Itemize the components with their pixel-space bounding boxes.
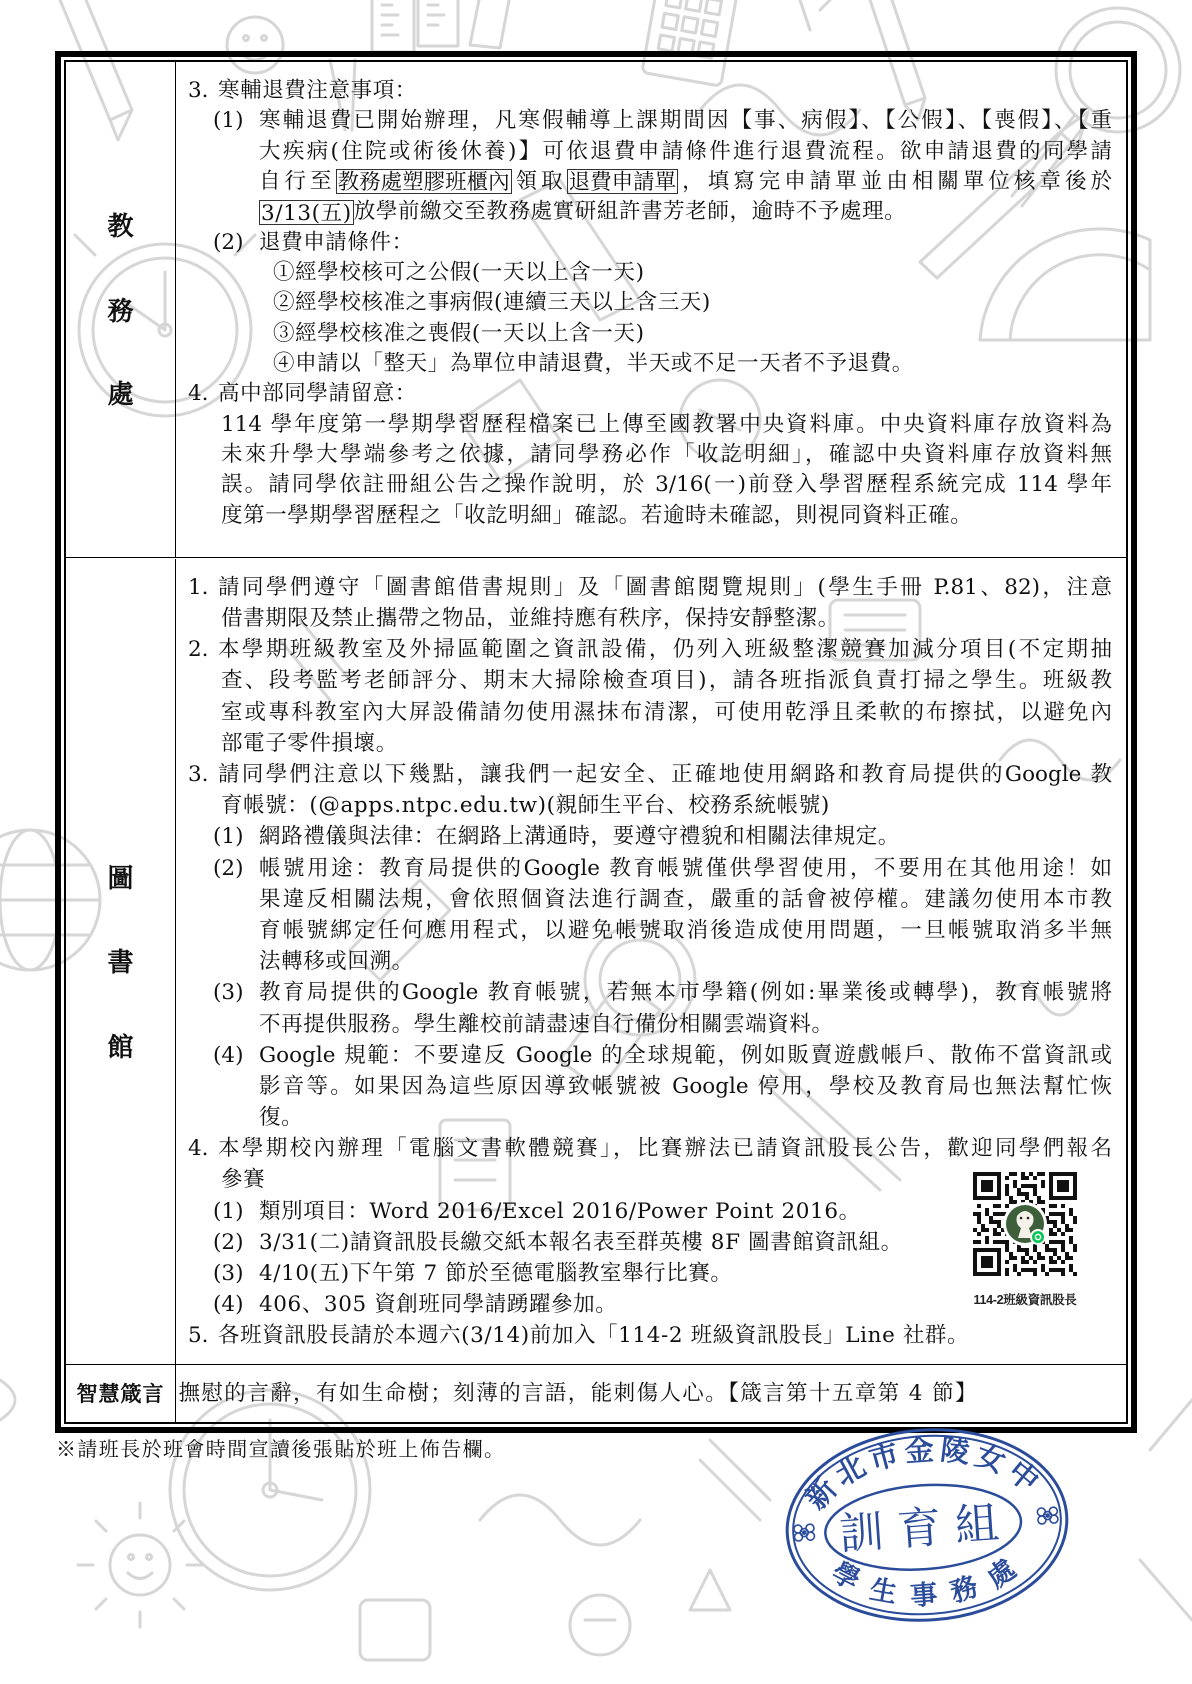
continuation-line xyxy=(177,501,1113,531)
stamp-bottom-text: 學生事務處 xyxy=(826,1544,1035,1613)
line-text: 寒輔退費已開始辦理，凡寒假輔導上課期間因【事、病假】、【公假】、【喪假】、【重 xyxy=(259,108,1112,134)
item-number: 1. xyxy=(188,574,209,600)
section-label-char: 處 xyxy=(107,380,134,410)
line-text: 4/10(五)下午第 7 節於至德電腦教室舉行比賽。 xyxy=(259,1261,733,1287)
line-text: 各班資訊股長請於本週六(3/14)前加入「114-2 班級資訊股長」Line 社群。 xyxy=(218,1323,970,1349)
line-text: 網路禮儀與法律：在網路上溝通時，要遵守禮貌和相關法律規定。 xyxy=(259,824,900,850)
condition-item xyxy=(177,288,1113,318)
line-text-segment: 領取 xyxy=(511,168,567,194)
continuation-line xyxy=(177,697,1113,728)
continuation-line xyxy=(177,790,1113,821)
announcement-table-inner xyxy=(64,60,1128,1424)
list-item xyxy=(177,759,1113,790)
continuation-line xyxy=(177,884,1113,915)
section-library xyxy=(66,559,1126,1365)
sub-item xyxy=(177,977,1113,1008)
section-label-char: 館 xyxy=(107,1032,134,1063)
item-number: 5. xyxy=(188,1323,209,1349)
plum-flower-icon xyxy=(1037,1507,1058,1524)
section-label-char: 教 xyxy=(107,212,134,242)
line-text-segment: 自行至 xyxy=(259,168,336,194)
line-text: 育帳號：(@apps.ntpc.edu.tw)(親師生平台、校務系統帳號) xyxy=(221,793,830,819)
section-content-academic-affairs xyxy=(177,62,1127,557)
line-text-segment: 放學前繳交至教務處實研組許書芳老師，逾時不予處理。 xyxy=(353,199,907,225)
line-text: 未來升學大學端參考之依據，請同學務必作「收訖明細」，確認中央資料庫存放資料無 xyxy=(221,442,1112,468)
list-item xyxy=(177,634,1113,665)
item-number: 4. xyxy=(188,1136,209,1162)
line-text: ④申請以「整天」為單位申請退費，半天或不足一天者不予退費。 xyxy=(273,351,914,377)
qr-code-icon xyxy=(973,1172,1077,1276)
section-label-char: 書 xyxy=(107,947,134,978)
stamp-top-text: 新北市金陵女中 xyxy=(798,1432,1050,1516)
section-label-library xyxy=(66,559,176,1364)
item-number: (4) xyxy=(213,1042,244,1068)
line-text: 不再提供服務。學生離校前請盡速自行備份相關雲端資料。 xyxy=(259,1011,834,1037)
line-text: 本學期校內辦理「電腦文書軟體競賽」，比賽辦法已請資訊股長公告，歡迎同學們報名 xyxy=(218,1136,1112,1162)
line-text: ②經學校核准之事病假(連續三天以上含三天) xyxy=(273,290,711,316)
line-text: 406、305 資創班同學請踴躍參加。 xyxy=(259,1292,618,1318)
line-text: 本學期班級教室及外掃區範圍之資訊設備，仍列入班級整潔競賽加減分項目(不定期抽 xyxy=(218,637,1112,663)
sub-item xyxy=(177,853,1113,884)
line-text-segment: ，填寫完申請單並由相關單位核章後於 xyxy=(678,168,1112,194)
highlight-box-deadline: 3/13(五) xyxy=(261,200,352,226)
line-text: 帳號用途：教育局提供的Google 教育帳號僅供學習使用，不要用在其他用途！如 xyxy=(259,855,1112,881)
continuation-line xyxy=(177,1102,1113,1133)
continuation-line xyxy=(177,1071,1113,1102)
line-text: 請同學們遵守「圖書館借書規則」及「圖書館閱覽規則」(學生手冊 P.81、82)，注意 xyxy=(218,574,1112,600)
line-text: 請同學們注意以下幾點，讓我們一起安全、正確地使用網路和教育局提供的Google 教 xyxy=(218,762,1112,788)
continuation-line xyxy=(177,1009,1113,1040)
list-item xyxy=(177,572,1113,603)
list-item xyxy=(177,379,1113,409)
plum-flower-icon xyxy=(794,1524,815,1541)
line-text: 育帳號綁定任何應用程式，以避免帳號取消後造成使用問題，一旦帳號取消多半無 xyxy=(259,917,1112,943)
section-academic-affairs xyxy=(66,62,1126,558)
item-number: 3. xyxy=(188,77,209,103)
section-label-academic-affairs xyxy=(66,62,176,557)
sub-item xyxy=(177,1040,1113,1071)
highlight-box-form: 退費申請單 xyxy=(568,170,677,196)
item-number: (3) xyxy=(213,1261,244,1287)
sub-item xyxy=(177,1196,1113,1227)
line-text: 退費申請條件： xyxy=(259,229,414,255)
line-text: 度第一學期學習歷程之「收訖明細」確認。若逾時未確認，則視同資料正確。 xyxy=(221,502,973,528)
condition-item xyxy=(177,319,1113,349)
line-text: 影音等。如果因為這些原因導致帳號被 Google 停用，學校及教育局也無法幫忙恢 xyxy=(259,1073,1112,1099)
item-number: (1) xyxy=(213,824,244,850)
condition-item xyxy=(177,349,1113,379)
list-item xyxy=(177,1133,1113,1164)
condition-item xyxy=(177,258,1113,288)
line-text: 果違反相關法規，會依照個資法進行調查，嚴重的話會被停權。建議勿使用本市教 xyxy=(259,886,1112,912)
line-text: 114 學年度第一學期學習歷程檔案已上傳至國教署中央資料庫。中央資料庫存放資料為 xyxy=(221,411,1112,437)
line-text: 復。 xyxy=(259,1105,304,1131)
continuation-line xyxy=(177,1164,1113,1195)
highlight-box-location: 教務處塑膠班櫃內 xyxy=(337,170,510,196)
sub-item xyxy=(177,821,1113,852)
item-number: (1) xyxy=(213,1198,244,1224)
list-item xyxy=(177,76,1113,106)
section-label-char: 務 xyxy=(107,297,134,327)
item-number: (2) xyxy=(213,855,244,881)
line-text: 3/31(二)請資訊股長繳交紙本報名表至群英樓 8F 圖書館資訊組。 xyxy=(259,1229,903,1255)
continuation-line xyxy=(177,470,1113,500)
proverb-label: 智慧箴言 xyxy=(76,1381,165,1406)
line-text: 類別項目：Word 2016/Excel 2016/Power Point 2016。 xyxy=(259,1198,861,1224)
continuation-line xyxy=(177,915,1113,946)
official-seal-stamp xyxy=(780,1420,1080,1650)
section-content-proverb xyxy=(177,1365,1127,1422)
qr-code-caption: 114-2班級資訊股長 xyxy=(973,1293,1077,1307)
line-text: 教育局提供的Google 教育帳號，若無本市學籍(例如:畢業後或轉學)，教育帳號將 xyxy=(259,980,1112,1006)
line-text: 部電子零件損壞。 xyxy=(221,730,398,756)
line-text: 借書期限及禁止攜帶之物品，並維持應有秩序，保持安靜整潔。 xyxy=(221,606,840,632)
line-text: 室或專科教室內大屏設備請勿使用濕抹布清潔，可使用乾淨且柔軟的布擦拭，以避免內 xyxy=(221,699,1112,725)
continuation-line xyxy=(177,197,1113,227)
sub-item xyxy=(177,1258,1113,1289)
line-text: 法轉移或回溯。 xyxy=(259,949,414,975)
line-text: 查、段考監考老師評分、期末大掃除檢查項目)，請各班指派負責打掃之學生。班級教 xyxy=(221,668,1112,694)
item-number: 2. xyxy=(188,637,209,663)
line-text: 高中部同學請留意： xyxy=(218,381,417,407)
item-number: (2) xyxy=(213,1229,244,1255)
footer-note: ※請班長於班會時間宣讀後張貼於班上佈告欄。 xyxy=(56,1437,506,1461)
list-item xyxy=(177,1320,1113,1351)
line-text: 參賽 xyxy=(221,1167,266,1193)
line-text: 大疾病(住院或術後休養)】可依退費申請條件進行退費流程。欲申請退費的同學請 xyxy=(259,138,1112,164)
line-text: ①經學校核可之公假(一天以上含一天) xyxy=(273,259,645,285)
item-number: (2) xyxy=(213,229,244,255)
continuation-line xyxy=(177,167,1113,197)
continuation-line xyxy=(177,137,1113,167)
sub-item xyxy=(177,228,1113,258)
sub-item xyxy=(177,106,1113,136)
line-text xyxy=(259,167,1112,197)
item-number: (1) xyxy=(213,108,244,134)
section-proverb xyxy=(66,1365,1126,1422)
stamp-center-text: 訓育組 xyxy=(837,1497,1015,1561)
continuation-line xyxy=(177,665,1113,696)
continuation-line xyxy=(177,946,1113,977)
line-text: 誤。請同學依註冊組公告之操作說明，於 3/16(一)前登入學習歷程系統完成 114 學年 xyxy=(221,472,1112,498)
continuation-line xyxy=(177,603,1113,634)
continuation-line xyxy=(177,440,1113,470)
section-label-char: 圖 xyxy=(107,863,134,894)
line-text xyxy=(259,197,1112,227)
line-text: ③經學校核准之喪假(一天以上含一天) xyxy=(273,320,645,346)
continuation-line xyxy=(177,728,1113,759)
section-label-proverb xyxy=(66,1365,176,1422)
continuation-line xyxy=(177,410,1113,440)
item-number: 4. xyxy=(188,381,209,407)
proverb-text: 撫慰的言辭，有如生命樹；刻薄的言語，能刺傷人心。【箴言第十五章第 4 節】 xyxy=(178,1381,978,1406)
line-text: Google 規範：不要違反 Google 的全球規範，例如販賣遊戲帳戶、散佈不當資訊或 xyxy=(259,1042,1112,1068)
item-number: 3. xyxy=(188,762,209,788)
item-number: (3) xyxy=(213,980,244,1006)
item-number: (4) xyxy=(213,1292,244,1318)
line-text: 寒輔退費注意事項： xyxy=(218,77,417,103)
sub-item xyxy=(177,1227,1113,1258)
